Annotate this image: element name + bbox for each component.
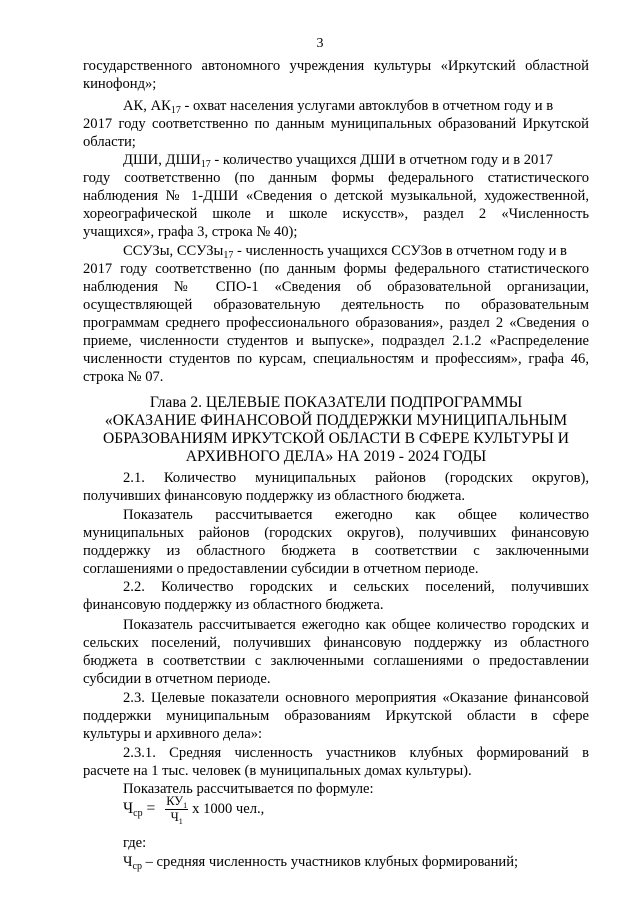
text-line: 2.3.1. Средняя численность участников клубных формирований в [123, 745, 589, 761]
definition-dshi: ДШИ, $ДШИ_{17}$ - количество учащихся ДШИ в отчетном году и в 2017 [123, 152, 553, 170]
definition-ak: АК, $АК_{17}$ - охват населения услугами автоклубов в отчетном году и в [123, 98, 554, 116]
text-line: расчете на 1 тыс. человек (в муниципальных домах культуры). [83, 763, 472, 779]
text-line: 2017 году соответственно по данным муниципальных образований Иркутской [83, 116, 589, 132]
text-line: культуры и архивного дела»: [83, 726, 263, 742]
formula-rest: x 1000 чел., [192, 800, 265, 817]
formula-lhs: $Ч_{ср}$ [123, 800, 143, 819]
text-line: осуществляющей образовательную деятельность по образовательным [83, 297, 589, 313]
text-line: области; [83, 134, 136, 150]
formula-fraction: $\frac{КУ_1}{Ч_1}$ [166, 793, 188, 826]
where-label: где: [123, 835, 147, 851]
text-line: 2.3. Целевые показатели основного мероприятия «Оказание финансовой [123, 690, 589, 706]
text-line: численности студентов по курсам, специальностям и профессиям», графа 46, [83, 351, 589, 367]
text-line: году соответственно (по данным формы федерального статистического [83, 170, 589, 186]
text-line: кинофонд»; [83, 76, 157, 92]
definition-ssuz: ССУЗы, ССУЗы$_{17}$ - численность учащихся ССУЗов в отчетном году и в [123, 243, 567, 261]
text-line: государственного автономного учреждения культуры «Иркутский областной [83, 58, 589, 74]
text-line: учащихся», графа 3, строка № 40); [83, 224, 298, 240]
text-line: наблюдения № СПО-1 «Сведения об образовательной организации, [83, 279, 589, 295]
definition-chsr: $Ч_{ср}$ – средняя численность участников клубных формирований; [123, 854, 519, 872]
text-line: субсидии в отчетном периоде. [83, 671, 271, 687]
formula-intro: Показатель рассчитывается по формуле: [123, 781, 374, 797]
text-line: финансовую поддержку из областного бюджета. [83, 597, 384, 613]
text-line: бюджета в соответствии с заключенными соглашениями о предоставлении [83, 653, 589, 669]
text-line: Показатель рассчитывается ежегодно как общее количество городских и [123, 617, 589, 633]
text-line: соглашениями о предоставлении субсидии в отчетном периоде. [83, 561, 479, 577]
page-number: 3 [316, 36, 324, 51]
text-line: 2.2. Количество городских и сельских поселений, получивших [123, 579, 589, 595]
text-line: сельских поселений, получивших финансовую поддержку из областного [83, 635, 589, 651]
text-line: наблюдения № 1-ДШИ «Сведения о детской музыкальной, художественной, [83, 188, 589, 204]
formula-equals: = [142, 800, 160, 817]
text-line: 2017 году соответственно (по данным формы федерального статистического [83, 261, 589, 277]
text-line: программам среднего профессионального образования», раздел 2 «Сведения о [83, 315, 589, 331]
text-line: приеме, численности студентов и выпуске», подраздел 2.1.2 «Распределение [83, 333, 589, 349]
text-line: 2.1. Количество муниципальных районов (городских округов), [123, 470, 589, 486]
text-line: поддержку из областного бюджета в соответствии с заключенными [83, 543, 589, 559]
text-line: поддержки муниципальным образованиям Иркутской области в сфере [83, 708, 589, 724]
text-line: получивших финансовую поддержку из областного бюджета. [83, 488, 466, 504]
text-line: хореографической школе и школе искусств», раздел 2 «Численность [83, 206, 589, 222]
formula [123, 792, 264, 826]
text-line: Показатель рассчитывается ежегодно как общее количество [123, 507, 589, 523]
text-line: муниципальных районов (городских округов), получивших финансовую [83, 525, 589, 541]
text-line: строка № 07. [83, 369, 164, 385]
